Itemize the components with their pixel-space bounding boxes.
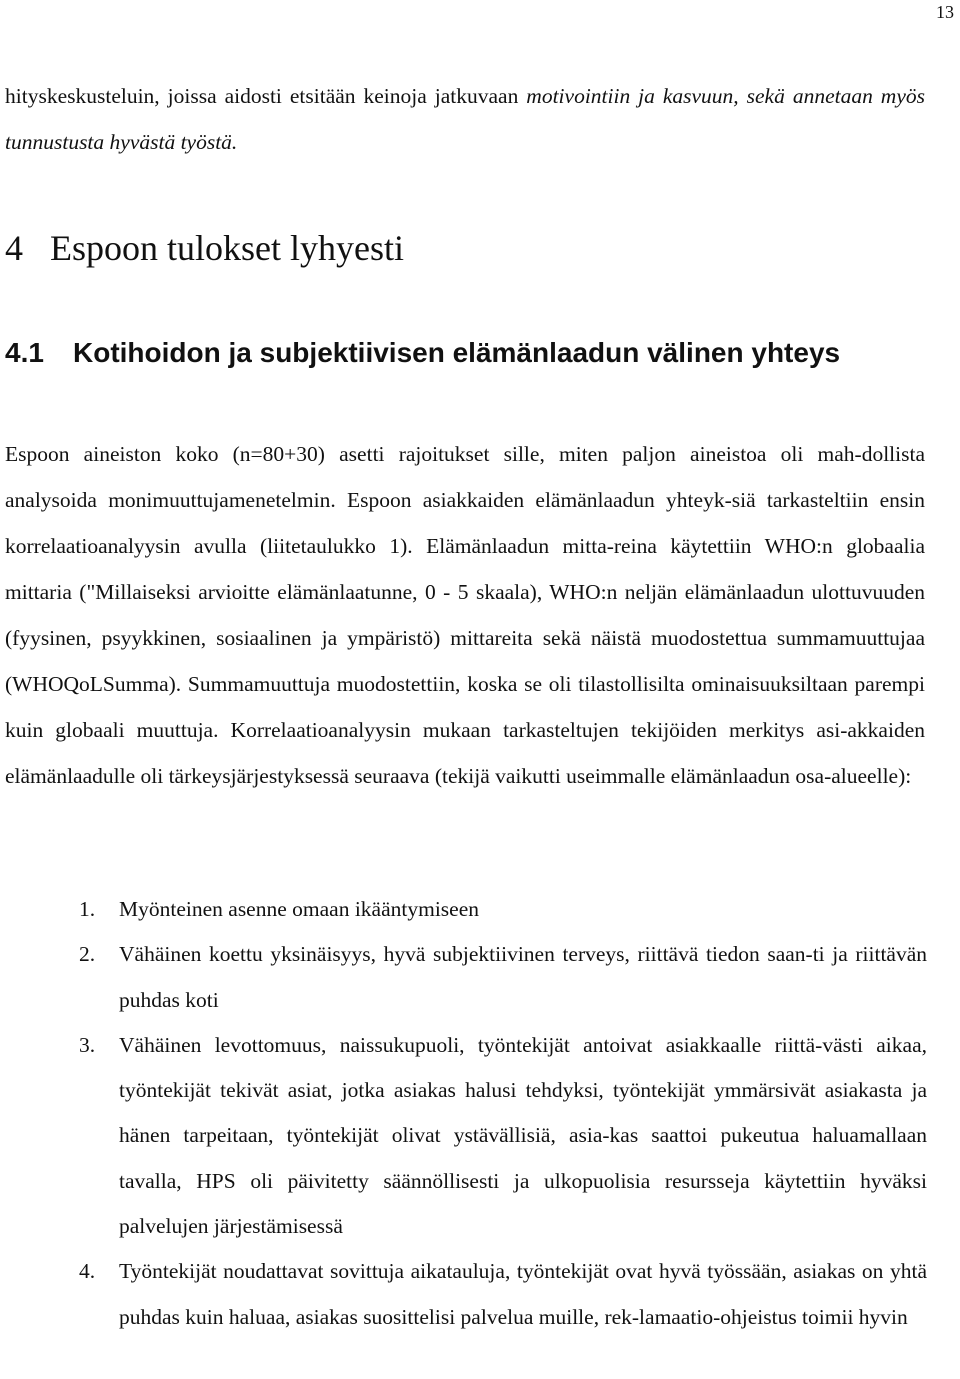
intro-text: hityskeskusteluin, joissa aidosti etsitään keinoja jatkuvaan: [5, 84, 527, 108]
list-item-number: 3.: [79, 1032, 96, 1057]
list-item-text: Työntekijät noudattavat sovittuja aikatauluja, työntekijät ovat hyvä työssään, asiakas on yhtä puhdas kuin haluaa, asiakas suosittelisi palvelua muille, rek-lamaatio-ohjeistus toimii hyvin: [119, 1259, 927, 1329]
section-heading: 4 Espoon tulokset lyhyesti: [5, 228, 404, 268]
list-item: [0, 932, 927, 1023]
list-item: [0, 887, 927, 932]
factor-list: [0, 887, 960, 1340]
subsection-heading: [5, 330, 840, 376]
list-item-number: 2.: [79, 942, 96, 967]
list-item: [0, 1249, 927, 1340]
list-item-text: Vähäinen levottomuus, naissukupuoli, työntekijät antoivat asiakkaalle riittä-västi aikaa, työntekijät tekivät asiat, jotka asiakas halusi tehdyksi, työntekijät ymmärsivät asiakasta ja hänen tarpeitaan, työntekijät olivat ystävällisiä, asia-kas saattoi pukeutua haluamallaan tavalla, HPS oli päivitetty säännöllisesti ja ulkopuolisia resursseja käytettiin hyväksi palvelujen järjestämisessä: [119, 1032, 927, 1239]
subsection-number: 4.1: [5, 337, 44, 368]
page-number: 13: [936, 2, 954, 22]
main-paragraph: Espoon aineiston koko (n=80+30) asetti rajoitukset sille, miten paljon aineistoa oli mah-dollista analysoida monimuuttujamenetelmin. Espoon asiakkaiden elämänlaadun yhteyk-siä tarkasteltiin ensin korrelaatioanalyysin avulla (liitetaulukko 1). Elämänlaadun mitta-reina käytettiin WHO:n globaalia mittaria ("Millaiseksi arvioitte elämänlaatunne, 0 - 5 skaala), WHO:n neljän elämänlaadun ulottuvuuden (fyysinen, psyykkinen, sosiaalinen ja ympäristö) mittareita sekä näistä muodostettua summamuuttujaa (WHOQoLSumma). Summamuuttuja muodostettiin, koska se oli tilastollisilta ominaisuuksiltaan parempi kuin globaali muuttuja. Korrelaatioanalyysin mukaan tarkasteltujen tekijöiden merkitys asi-akkaiden elämänlaadulle oli tärkeysjärjestyksessä seuraava (tekijä vaikutti useimmalle elämänlaadun osa-alueelle):: [5, 442, 925, 788]
intro-paragraph: [5, 73, 925, 165]
list-item-number: 1.: [79, 897, 96, 921]
list-item-number: 4.: [79, 1259, 96, 1284]
list-item-text: Myönteinen asenne omaan ikääntymiseen: [119, 897, 480, 921]
list-item-text: Vähäinen koettu yksinäisyys, hyvä subjektiivinen terveys, riittävä tiedon saan-ti ja riittävän puhdas koti: [119, 942, 927, 1012]
list-item: [0, 1023, 927, 1249]
subsection-title: Kotihoidon ja subjektiivisen elämänlaadun välinen yhteys: [73, 337, 841, 368]
intro-italic-text: motivointiin ja kasvuun, sekä annetaan myös tunnustusta hyvästä työstä.: [5, 84, 925, 154]
